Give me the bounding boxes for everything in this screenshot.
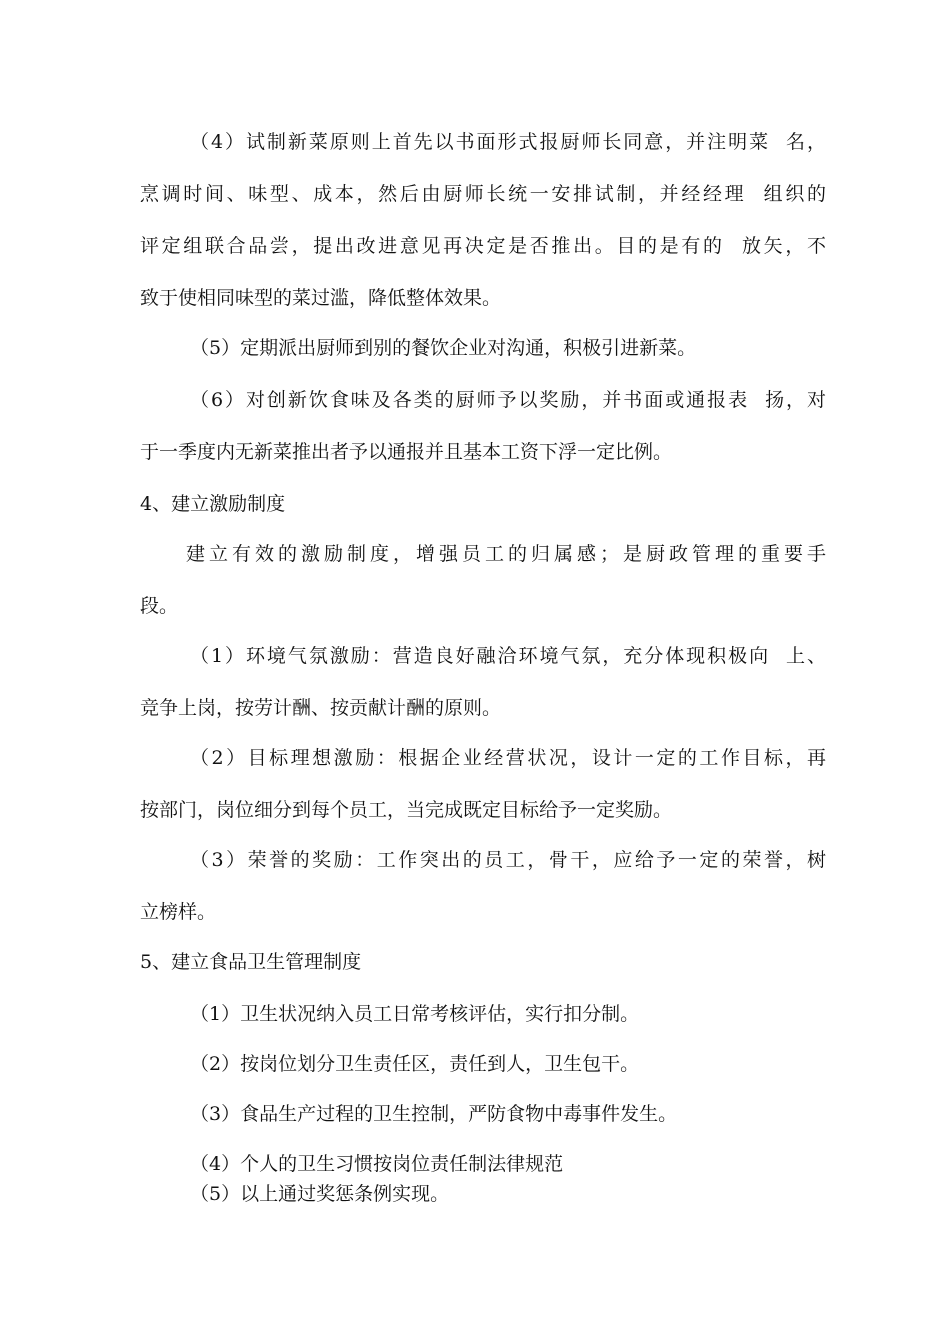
paragraph-line: （1）卫生状况纳入员工日常考核评估，实行扣分制。 — [190, 1003, 640, 1025]
section-heading: 4、建立激励制度 — [140, 493, 286, 515]
paragraph-line: （3）荣誉的奖励：工作突出的员工，骨干，应给予一定的荣誉，树 — [190, 849, 826, 871]
paragraph-line: （4）个人的卫生习惯按岗位责任制法律规范 — [190, 1153, 564, 1175]
paragraph-line: 段。 — [140, 595, 179, 617]
paragraph-line: 竞争上岗，按劳计酬、按贡献计酬的原则。 — [140, 697, 502, 719]
paragraph-line: 于一季度内无新菜推出者予以通报并且基本工资下浮一定比例。 — [140, 441, 673, 463]
paragraph-line: 烹调时间、味型、成本，然后由厨师长统一安排试制，并经经理 组织的 — [140, 183, 826, 205]
paragraph-line: 立榜样。 — [140, 901, 217, 923]
paragraph-line: 按部门，岗位细分到每个员工，当完成既定目标给予一定奖励。 — [140, 799, 673, 821]
paragraph-line: （6）对创新饮食味及各类的厨师予以奖励，并书面或通报表 扬，对 — [190, 389, 826, 411]
paragraph-line: （5）定期派出厨师到别的餐饮企业对沟通，积极引进新菜。 — [190, 337, 697, 359]
paragraph-line: （3）食品生产过程的卫生控制，严防食物中毒事件发生。 — [190, 1103, 678, 1125]
paragraph-line: （5）以上通过奖惩条例实现。 — [190, 1183, 450, 1205]
paragraph-line: 评定组联合品尝，提出改进意见再决定是否推出。目的是有的 放矢，不 — [140, 235, 826, 257]
paragraph-line: 致于使相同味型的菜过滥，降低整体效果。 — [140, 287, 502, 309]
paragraph-line: （2）按岗位划分卫生责任区，责任到人，卫生包干。 — [190, 1053, 640, 1075]
paragraph-line: （4）试制新菜原则上首先以书面形式报厨师长同意，并注明菜 名， — [190, 131, 826, 153]
paragraph-line: 建立有效的激励制度，增强员工的归属感；是厨政管理的重要手 — [186, 543, 826, 565]
paragraph-line: （2）目标理想激励：根据企业经营状况，设计一定的工作目标，再 — [190, 747, 826, 769]
paragraph-line: （1）环境气氛激励：营造良好融洽环境气氛，充分体现积极向 上、 — [190, 645, 826, 667]
section-heading: 5、建立食品卫生管理制度 — [140, 951, 362, 973]
